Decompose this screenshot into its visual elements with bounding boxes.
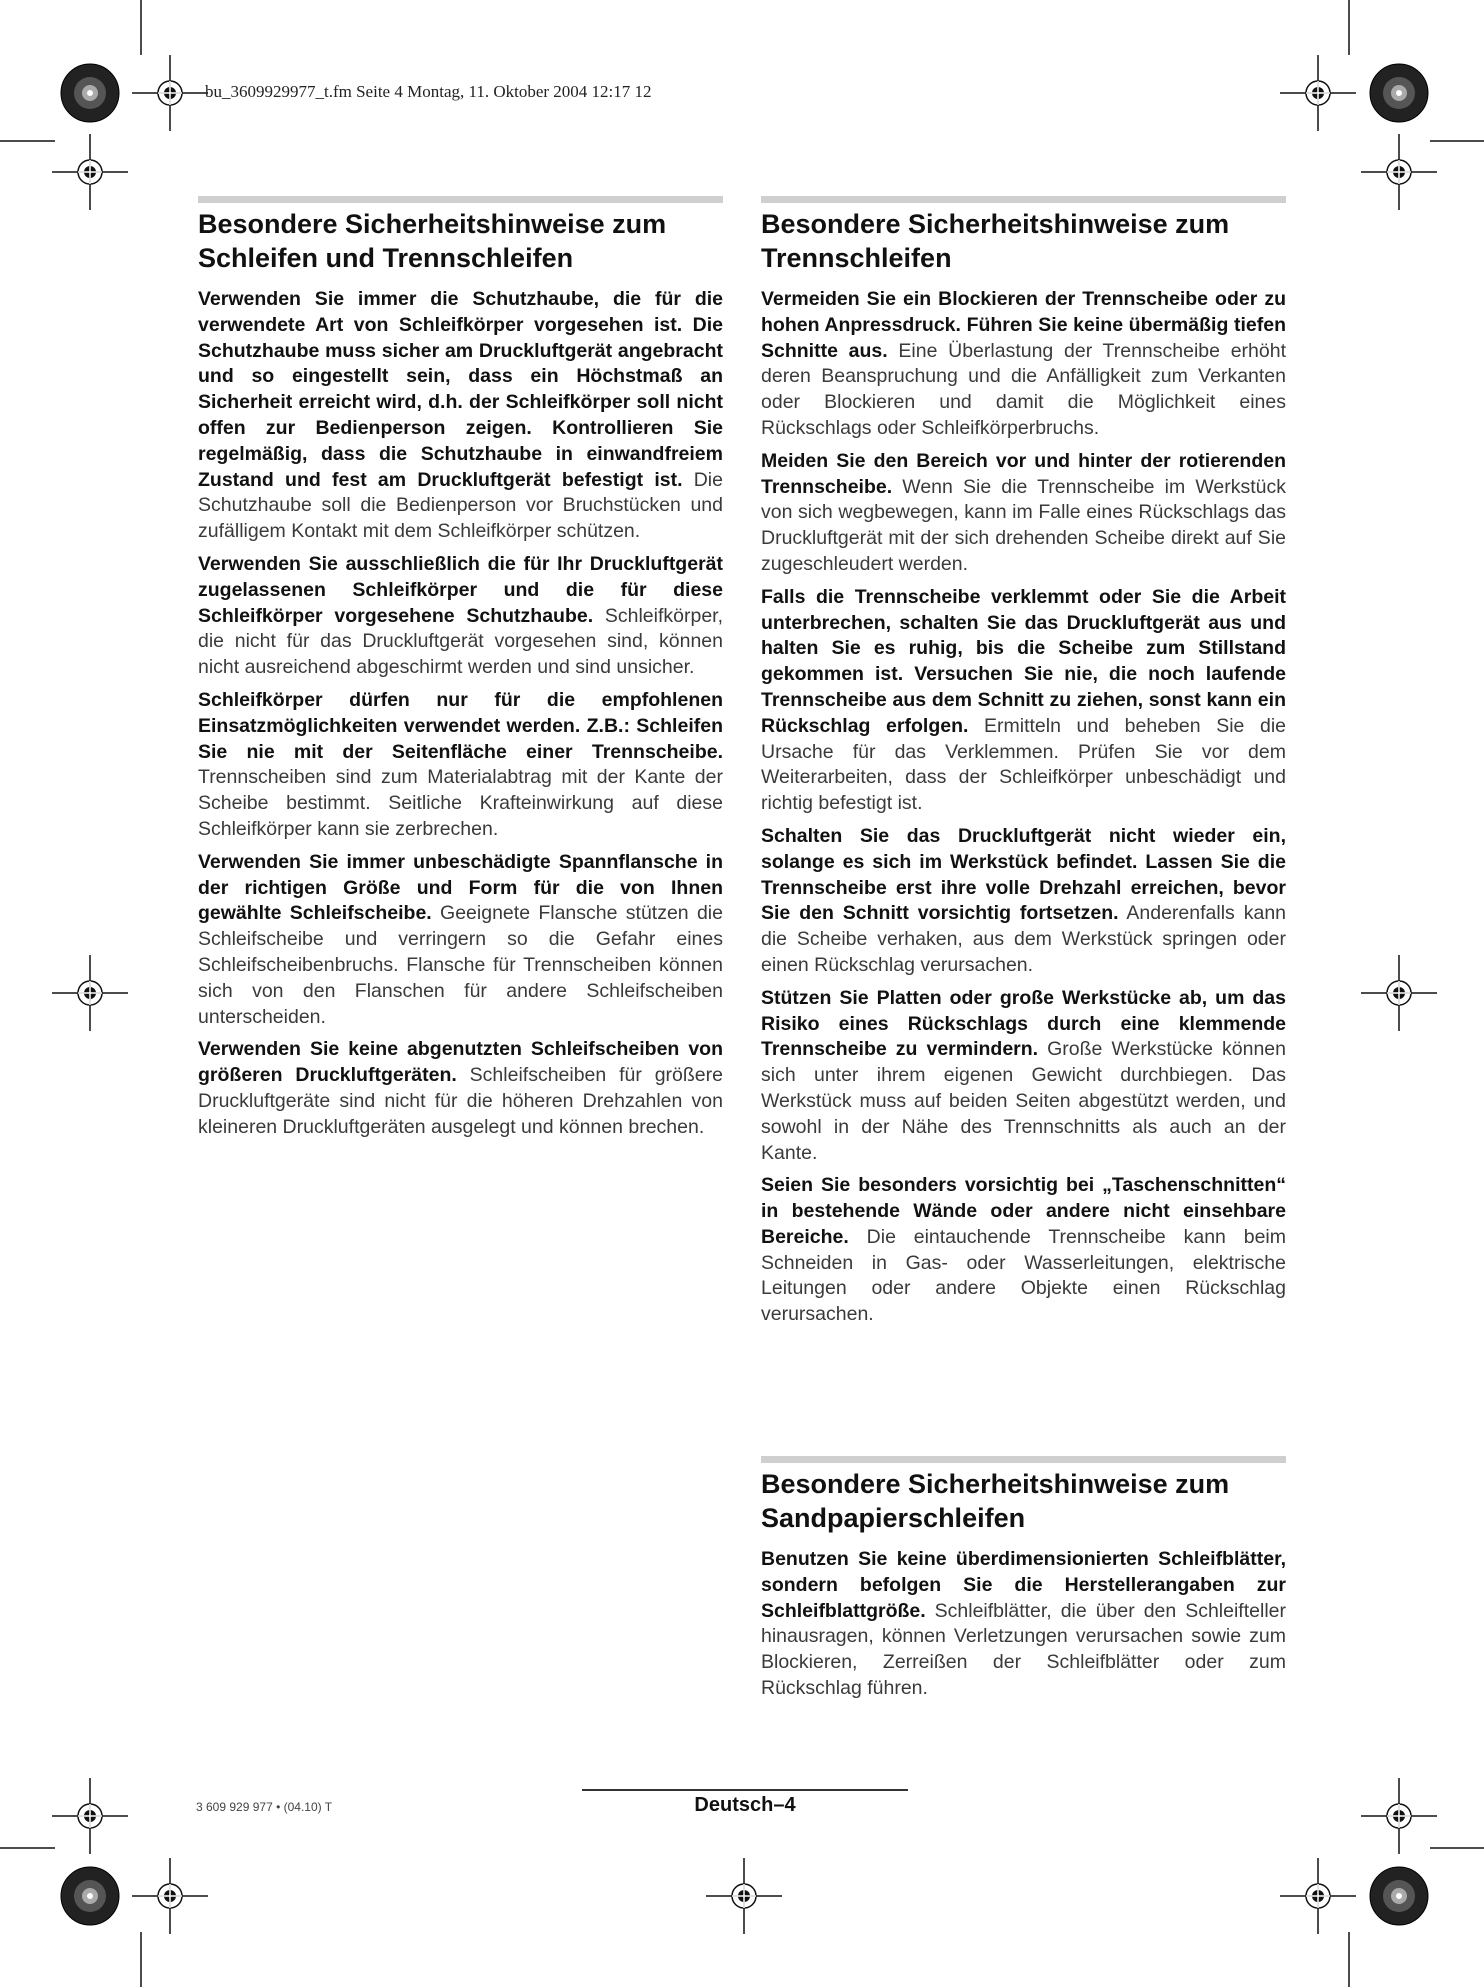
crosshair-mark-left-middle (52, 955, 128, 1031)
paragraph-lead: Verwenden Sie keine abgenutzten Schleifscheiben von größeren Druckluftgeräten. (198, 1038, 723, 1087)
safety-paragraph (761, 824, 1286, 979)
paragraph-body: Eine Überlastung der Trennscheibe erhöht deren Beanspruchung und die Anfälligkeit zum Verkanten oder Blockieren und damit die Möglichkeit eines Rückschlags oder Schleifkörperbruchs. (761, 339, 1286, 439)
safety-paragraph (761, 1173, 1286, 1328)
crosshair-mark-left-upper (52, 134, 128, 210)
safety-paragraph (761, 449, 1286, 578)
paragraph-lead: Benutzen Sie keine überdimensionierten Schleifblätter, sondern befolgen Sie die Herstellerangaben zur Schleifblattgröße. (761, 1548, 1286, 1622)
paragraph-body: Wenn Sie die Trennscheibe im Werkstück von sich wegbewegen, kann im Falle eines Rückschlags das Druckluftgerät mit der sich drehenden Scheibe direkt auf Sie zugeschleudert werden. (761, 475, 1286, 575)
paragraph-lead: Stützen Sie Platten oder große Werkstücke ab, um das Risiko eines Rückschlags durch eine klemmende Trennscheibe zu vermindern. (761, 986, 1286, 1061)
section-heading: Besondere Sicherheitshinweise zum Schleifen und Trennschleifen (198, 209, 667, 273)
section-heading: Besondere Sicherheitshinweise zum Sandpapierschleifen (761, 1469, 1230, 1533)
paragraph-lead: Vermeiden Sie ein Blockieren der Trennscheibe oder zu hohen Anpressdruck. Führen Sie keine übermäßig tiefen Schnitte aus. (761, 288, 1286, 362)
paragraph-body: Anderenfalls kann die Scheibe verhaken, aus dem Werkstück springen oder einen Rückschlag verursachen. (761, 902, 1287, 976)
paragraph-body: Große Werkstücke können sich unter ihrem eigenen Gewicht durchbiegen. Das Werkstück muss auf beiden Seiten abgestützt werden, und sowohl in der Nähe des Trennschnitts als auch an der Kante. (761, 1038, 1286, 1164)
crosshair-mark-right-upper (1361, 134, 1437, 210)
paragraph-body: Ermitteln und beheben Sie die Ursache für das Verklemmen. Prüfen Sie vor dem Weiterarbeiten, dass der Schleifkörper unbeschädigt und richtig befestigt ist. (761, 714, 1286, 815)
safety-paragraph (198, 1037, 723, 1140)
section-sanding (761, 1456, 1286, 1709)
crosshair-mark-right-lower (1361, 1778, 1437, 1854)
crosshair-mark-top-left (132, 55, 208, 131)
safety-paragraph (761, 287, 1286, 442)
paragraph-body: Die Schutzhaube soll die Bedienperson vor Bruchstücken und zufälligem Kontakt mit dem Schleifkörper schützen. (198, 468, 723, 543)
section-grinding (198, 196, 723, 1148)
crosshair-mark-right-middle (1361, 955, 1437, 1031)
paragraph-body: Schleifscheiben für größere Druckluftgeräte sind nicht für die höheren Drehzahlen von kleineren Druckluftgeräten ausgelegt und können brechen. (198, 1064, 723, 1138)
section-rule (198, 196, 723, 203)
safety-paragraph (198, 552, 723, 681)
paragraph-body: Die eintauchende Trennscheibe kann beim Schneiden in Gas- oder Wasserleitungen, elektrische Leitungen oder andere Objekte einen Rückschlag verursachen. (761, 1225, 1286, 1326)
safety-paragraph (761, 1547, 1286, 1702)
safety-paragraph (761, 986, 1286, 1167)
crosshair-mark-bottom-right (1280, 1858, 1356, 1934)
section-rule (761, 196, 1286, 203)
starwheel-mark-bottom-right (1370, 1867, 1428, 1925)
section-cutoff (761, 196, 1286, 1335)
crosshair-mark-left-lower (52, 1778, 128, 1854)
starwheel-mark-top-right (1370, 64, 1428, 122)
paragraph-body: Schleifkörper, die nicht für das Druckluftgerät vorgesehen sind, können nicht ausreichend abgeschirmt werden und sind unsicher. (198, 604, 724, 679)
paragraph-lead: Verwenden Sie immer die Schutzhaube, die für die verwendete Art von Schleifkörper vorgesehen ist. Die Schutzhaube muss sicher am Druckluftgerät angebracht und so eingestellt sein, dass ein Höchstmaß an Sicherheit erreicht wird, d.h. der Schleifkörper soll nicht offen zur Bedienperson zeigen. Kontrollieren Sie regelmäßig, dass die Schutzhaube in einwandfreiem Zustand und fest am Druckluftgerät befestigt ist. (198, 288, 723, 491)
safety-paragraph (198, 688, 723, 843)
section-rule (761, 1456, 1286, 1463)
paragraph-body: Geeignete Flansche stützen die Schleifscheibe und verringern so die Gefahr eines Schleifscheibenbruchs. Flansche für Trennscheiben können sich von den Flanschen für andere Schleifscheiben unterscheiden. (198, 902, 723, 1028)
paragraph-lead: Meiden Sie den Bereich vor und hinter der rotierenden Trennscheibe. (761, 449, 1286, 498)
safety-paragraph (198, 850, 723, 1031)
safety-paragraph (761, 585, 1286, 817)
paragraph-lead: Falls die Trennscheibe verklemmt oder Sie die Arbeit unterbrechen, schalten Sie das Druckluftgerät aus und halten Sie es ruhig, bis die Scheibe zum Stillstand gekommen ist. Versuchen Sie nie, die noch laufende Trennscheibe aus dem Schnitt zu ziehen, sonst kann ein Rückschlag erfolgen. (761, 585, 1286, 737)
page-number: Deutsch–4 (694, 1794, 796, 1816)
safety-paragraph (198, 287, 723, 545)
paragraph-lead: Verwenden Sie ausschließlich die für Ihr Druckluftgerät zugelassenen Schleifkörper und die für diese Schleifkörper vorgesehene Schutzhaube. (198, 552, 723, 627)
footer-rule (582, 1789, 908, 1791)
paragraph-lead: Seien Sie besonders vorsichtig bei „Taschenschnitten“ in bestehende Wände oder andere nicht einsehbare Bereiche. (761, 1174, 1286, 1248)
paragraph-body: Trennscheiben sind zum Materialabtrag mit der Kante der Scheibe bestimmt. Seitliche Krafteinwirkung auf diese Schleifkörper kann sie zerbrechen. (198, 766, 723, 840)
crosshair-mark-bottom-center (706, 1858, 782, 1934)
starwheel-mark-top-left (61, 64, 119, 122)
paragraph-lead: Verwenden Sie immer unbeschädigte Spannflansche in der richtigen Größe und Form für die von Ihnen gewählte Schleifscheibe. (198, 850, 723, 925)
paragraph-body: Schleifblätter, die über den Schleifteller hinausragen, können Verletzungen verursachen sowie zum Blockieren, Zerreißen der Schleifblätter oder zum Rückschlag führen. (761, 1599, 1286, 1699)
crosshair-mark-top-right (1280, 55, 1356, 131)
paragraph-lead: Schleifkörper dürfen nur für die empfohlenen Einsatzmöglichkeiten verwendet werden. Z.B.: Schleifen Sie nie mit der Seitenfläche einer Trennscheibe. (198, 688, 723, 763)
crosshair-mark-bottom-left (132, 1858, 208, 1934)
section-heading: Besondere Sicherheitshinweise zum Trennschleifen (761, 209, 1230, 273)
paragraph-lead: Schalten Sie das Druckluftgerät nicht wieder ein, solange es sich im Werkstück befindet. Lassen Sie die Trennscheibe erst ihre volle Drehzahl erreichen, bevor Sie den Schnitt vorsichtig fortsetzen. (761, 824, 1286, 925)
document-code: 3 609 929 977 • (04.10) T (196, 1800, 333, 1814)
starwheel-mark-bottom-left (61, 1867, 119, 1925)
print-header: bu_3609929977_t.fm Seite 4 Montag, 11. Oktober 2004 12:17 12 (205, 82, 652, 101)
